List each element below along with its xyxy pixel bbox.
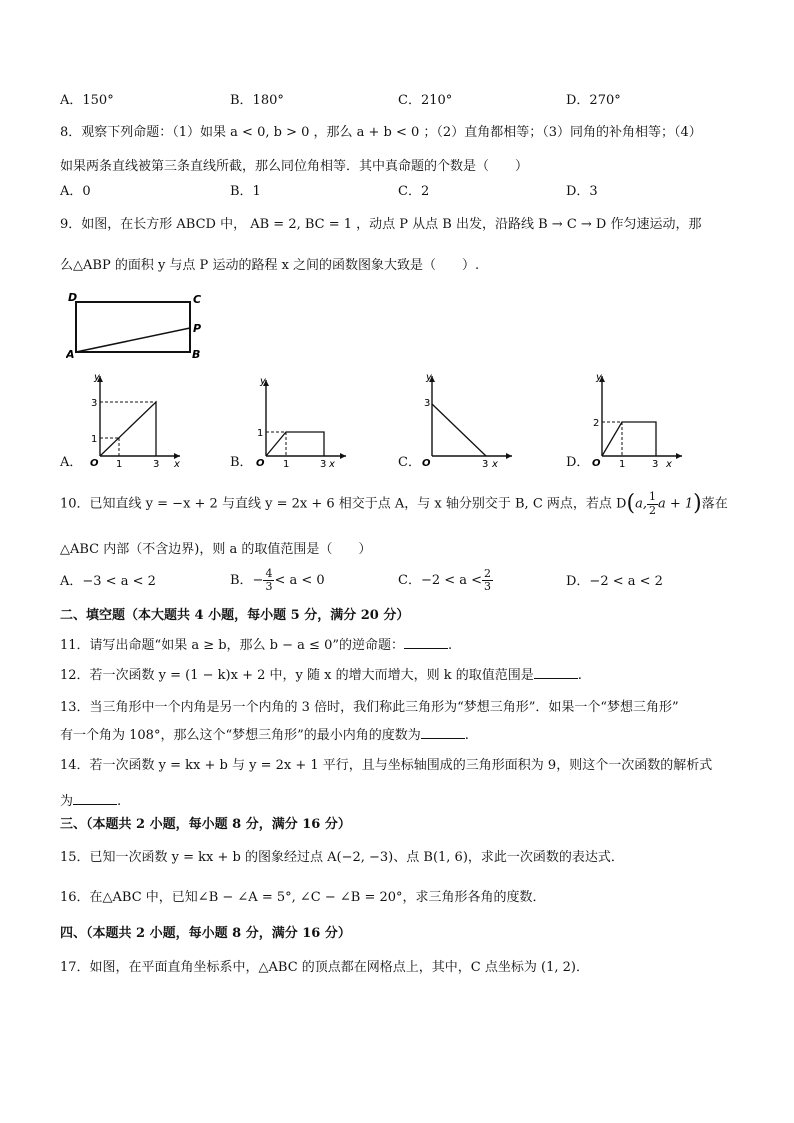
- q13-text-line2: [60, 726, 469, 744]
- q10-d-a: a,: [635, 496, 647, 512]
- x-label: x: [174, 459, 180, 468]
- q7-option-d: D．270°: [566, 93, 621, 108]
- q11-prefix: 11．请写出命题“如果 a ≥ b，那么 b − a ≤ 0”的逆命题：: [60, 638, 404, 653]
- graph-line: [100, 402, 156, 456]
- graph-option-d-label: D．: [566, 455, 590, 470]
- origin-label: O: [422, 458, 431, 468]
- rectangle-abcd-figure: [66, 290, 216, 362]
- x-axis-arrow: [506, 453, 512, 459]
- origin-label: O: [90, 458, 99, 468]
- y-tick-1: 1: [91, 434, 98, 445]
- graph-option-b-label: B．: [230, 455, 253, 470]
- q10-option-c: [398, 566, 493, 596]
- q7-option-b: B．180°: [230, 93, 284, 108]
- x-axis-arrow: [676, 453, 682, 459]
- x-label: x: [666, 459, 672, 468]
- q10-paren-open: (: [626, 491, 636, 516]
- q9-text-line1: 9．如图，在长方形 ABCD 中， AB = 2, BC = 1 ，动点 P 从点 B 出发，沿路线 B → C → D 作匀速运动，那: [60, 217, 702, 232]
- q10-option-b-pre: B．−: [230, 573, 264, 588]
- q10-option-b-num: 4: [265, 566, 273, 580]
- graph-option-c-label: C．: [398, 455, 421, 470]
- q11-text: [60, 636, 452, 654]
- q10-option-b: [230, 566, 325, 596]
- q15-text: 15．已知一次函数 y = kx + b 的图象经过点 A(−2, −3)、点 B(1, 6)，求此一次函数的表达式．: [60, 850, 624, 865]
- q14-text-line1: 14．若一次函数 y = kx + b 与 y = 2x + 1 平行，且与坐标轴围成的三角形面积为 9，则这个一次函数的解析式: [60, 758, 713, 773]
- q13-answer-blank[interactable]: [421, 726, 465, 739]
- y-label: y: [426, 372, 432, 383]
- graph-option-a-label: A．: [60, 455, 83, 470]
- q10-option-b-den: 3: [265, 580, 273, 593]
- q8-text-line2: 如果两条直线被第三条直线所截，那么同位角相等．其中真命题的个数是（ ）: [60, 159, 529, 174]
- q10-text-line2: △ABC 内部（不含边界)，则 a 的取值范围是（ ）: [60, 542, 372, 557]
- q13-text-line1: 13．当三角形中一个内角是另一个内角的 3 倍时，我们称此三角形为“梦想三角形”．如果一个“梦想三角形”: [60, 700, 679, 715]
- q11-answer-blank[interactable]: [404, 636, 448, 649]
- y-label: y: [596, 372, 602, 383]
- section4-heading: 四、（本题共 2 小题，每小题 8 分，满分 16 分）: [60, 926, 351, 941]
- q14-text-line2: [60, 792, 121, 810]
- y-label: y: [260, 376, 266, 387]
- section2-heading: 二、填空题（本大题共 4 小题，每小题 5 分，满分 20 分）: [60, 608, 410, 623]
- q16-text: 16．在△ABC 中，已知∠B − ∠A = 5°, ∠C − ∠B = 20°，求三角形各角的度数．: [60, 890, 546, 905]
- graph-b: [252, 370, 352, 468]
- y-tick-1: 1: [257, 428, 264, 439]
- label-b: B: [192, 348, 201, 361]
- q14-suffix: .: [117, 794, 122, 809]
- q10-option-c-pre: C．−2 < a <: [398, 573, 483, 588]
- q13-suffix: .: [464, 728, 469, 743]
- section3-heading: 三、（本题共 2 小题，每小题 8 分，满分 16 分）: [60, 817, 351, 832]
- x-label: x: [329, 459, 335, 468]
- q14-prefix: 为: [60, 794, 74, 809]
- label-c: C: [193, 293, 202, 306]
- q13-prefix: 有一个角为 108°，那么这个“梦想三角形”的最小内角的度数为: [60, 728, 421, 743]
- q10-fraction-half: [647, 491, 658, 516]
- label-p: P: [193, 322, 202, 335]
- q7-option-c: C．210°: [398, 93, 453, 108]
- q7-option-a: A．150°: [60, 93, 114, 108]
- q9-text-line2: 么△ABP 的面积 y 与点 P 运动的路程 x 之间的函数图象大致是（ ）.: [60, 258, 480, 273]
- graph-c: [418, 370, 518, 468]
- y-tick-2: 2: [593, 418, 600, 429]
- origin-label: O: [256, 458, 265, 468]
- q10-option-c-fraction: [482, 568, 493, 593]
- x-tick-1: 1: [619, 459, 626, 468]
- y-tick-3: 3: [91, 398, 98, 409]
- x-label: x: [492, 459, 498, 468]
- graph-d: [588, 370, 688, 468]
- x-tick-3: 3: [482, 459, 489, 468]
- q10-frac-den: 2: [648, 503, 656, 517]
- q8-option-d: D．3: [566, 184, 598, 199]
- q10-option-c-num: 2: [484, 566, 492, 580]
- x-tick-1: 1: [283, 459, 290, 468]
- q8-text-line1: 8．观察下列命题：（1）如果 a < 0, b > 0 ，那么 a + b < 0 ；（2）直角都相等；（3）同角的补角相等；（4）: [60, 125, 702, 140]
- graph-a: [86, 370, 186, 468]
- q17-text: 17．如图，在平面直角坐标系中，△ABC 的顶点都在网格点上，其中，C 点坐标为 (1, 2)．: [60, 960, 589, 975]
- x-tick-1: 1: [116, 459, 123, 468]
- q14-answer-blank[interactable]: [73, 792, 117, 805]
- q10-part2: 落在: [701, 496, 728, 512]
- q10-part1: 10．已知直线 y = −x + 2 与直线 y = 2x + 6 相交于点 A，与 x 轴分别交于 B, C 两点，若点 D: [60, 496, 627, 512]
- x-axis-arrow: [340, 453, 346, 459]
- q8-option-c: C．2: [398, 184, 430, 199]
- graph-line: [266, 432, 324, 456]
- graph-line: [432, 404, 486, 456]
- label-d: D: [68, 291, 78, 304]
- q8-option-b: B．1: [230, 184, 261, 199]
- q10-text-line1: [60, 486, 728, 523]
- x-tick-3: 3: [652, 459, 659, 468]
- q12-suffix: .: [577, 668, 582, 683]
- q11-suffix: .: [448, 638, 453, 653]
- label-a: A: [66, 348, 75, 361]
- q12-text: [60, 666, 582, 684]
- q10-option-b-fraction: [263, 568, 274, 593]
- y-label: y: [94, 372, 100, 383]
- q10-option-a: A．−3 < a < 2: [60, 574, 156, 589]
- x-tick-3: 3: [320, 459, 327, 468]
- origin-label: O: [592, 458, 601, 468]
- segment-ap: [76, 328, 190, 352]
- q10-option-b-post: < a < 0: [274, 573, 325, 588]
- y-tick-3: 3: [424, 398, 431, 409]
- rectangle-abcd: [76, 302, 190, 352]
- q10-paren-close: ): [693, 491, 702, 516]
- q12-answer-blank[interactable]: [534, 666, 578, 679]
- q10-d-rest: a + 1: [657, 496, 694, 512]
- x-tick-3: 3: [153, 459, 160, 468]
- q10-option-d: D．−2 < a < 2: [566, 574, 663, 589]
- q8-option-a: A．0: [60, 184, 91, 199]
- graph-line: [602, 422, 656, 456]
- q10-frac-num: 1: [648, 490, 656, 504]
- q12-prefix: 12．若一次函数 y = (1 − k)x + 2 中，y 随 x 的增大而增大，则 k 的取值范围是: [60, 668, 534, 683]
- q10-option-c-den: 3: [484, 580, 492, 593]
